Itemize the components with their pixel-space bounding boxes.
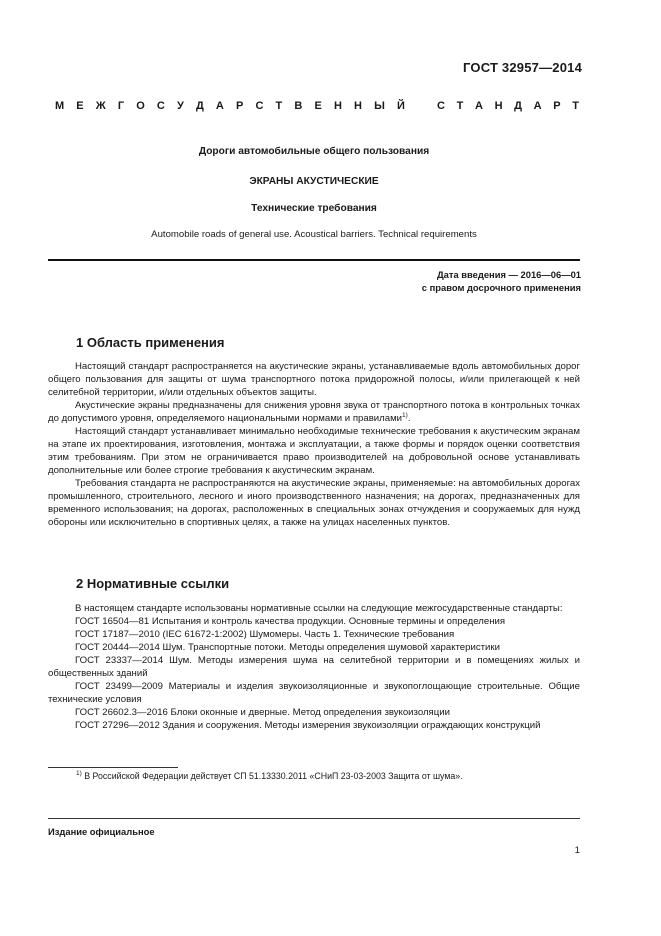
paragraph-text: Акустические экраны предназначены для снижения уровня звука от транспортного потока в контрольных точках до допустимого уровня, определяемого национальными нормами и правилами xyxy=(48,400,580,424)
letter: С xyxy=(437,100,445,112)
section-2-body xyxy=(48,602,580,732)
page-number: 1 xyxy=(574,845,580,856)
letter: Е xyxy=(76,100,84,112)
letter: Е xyxy=(314,100,322,112)
standard-code: ГОСТ 32957—2014 xyxy=(463,60,582,75)
title-line-1: Дороги автомобильные общего пользования xyxy=(198,146,430,157)
letter: А xyxy=(215,100,224,112)
introduction-date-block xyxy=(422,268,581,294)
reference-item: ГОСТ 23337—2014 Шум. Методы измерения шума на селитебной территории и в помещениях жилых и общественных зданий xyxy=(48,655,580,679)
letter: Д xyxy=(514,100,522,112)
title-line-2: ЭКРАНЫ АКУСТИЧЕСКИЕ xyxy=(249,176,379,187)
letter: Т xyxy=(275,100,283,112)
letter: М xyxy=(55,100,65,112)
reference-item: ГОСТ 17187—2010 (IEC 61672-1:2002) Шумомеры. Часть 1. Технические требования xyxy=(75,629,455,640)
letter: Н xyxy=(333,100,342,112)
letter: У xyxy=(176,100,184,112)
footnote-reference[interactable]: 1) xyxy=(402,411,408,419)
title-divider xyxy=(48,259,580,261)
reference-item: ГОСТ 26602.3—2016 Блоки оконные и дверные. Метод определения звукоизоляции xyxy=(75,707,450,718)
reference-item: ГОСТ 23499—2009 Материалы и изделия звукоизоляционные и звукопоглощающие строительные. Общие технические условия xyxy=(48,681,580,705)
paragraph: Требования стандарта не распространяются на акустические экраны, применяемые: на автомобильных дорогах промышленного, строительного, лесного и иного производственного назначения; на дорогах, предназначенных для временного использования; на дорогах, расположенных в специальных зонах отчуждения и сооружаемых для нужд обороны или исключительно в спортивных целях, а также на улицах населенных пунктов. xyxy=(48,478,580,528)
letter: Т xyxy=(572,100,579,112)
title-block xyxy=(48,146,580,240)
section-1-body xyxy=(48,360,580,529)
letter: Т xyxy=(456,100,464,112)
reference-item: ГОСТ 16504—81 Испытания и контроль качества продукции. Основные термины и определения xyxy=(75,616,506,627)
section-1-heading: 1 Область применения xyxy=(76,335,225,350)
letter: В xyxy=(294,100,303,112)
section-2-heading: 2 Нормативные ссылки xyxy=(76,576,230,591)
letter: Д xyxy=(195,100,204,112)
letter: А xyxy=(474,100,483,112)
reference-item: ГОСТ 20444—2014 Шум. Транспортные потоки. Методы определения шумовой характеристики xyxy=(75,642,500,653)
letter: О xyxy=(136,100,145,112)
paragraph-end: . xyxy=(407,413,411,424)
introduction-date: Дата введения — 2016—06—01 xyxy=(436,269,581,280)
letter: Н xyxy=(494,100,503,112)
letter: Р xyxy=(553,100,561,112)
letter: С xyxy=(156,100,165,112)
letter: Р xyxy=(236,100,244,112)
interstate-standard-heading xyxy=(55,100,579,112)
interstate-word-2 xyxy=(437,100,579,112)
paragraph: Настоящий стандарт устанавливает минимально необходимые технические требования к акустическим экранам на этапе их проектирования, изготовления, монтажа и эксплуатации, а также формы и порядок оценки соответствия этим требованиям. При этом не ограничивается право производителей на добровольной основе устанавливать дополнительные или более строгие требования к акустическим экранам. xyxy=(48,426,580,476)
early-application: с правом досрочного применения xyxy=(421,282,581,293)
footer-divider xyxy=(48,818,580,819)
paragraph: В настоящем стандарте использованы нормативные ссылки на следующие межгосударственные стандарты: xyxy=(75,603,563,614)
footnote xyxy=(76,771,463,781)
letter: Й xyxy=(397,100,405,112)
paragraph xyxy=(48,399,580,425)
footnote-divider xyxy=(48,767,178,768)
letter: Ж xyxy=(95,100,106,112)
english-title: Automobile roads of general use. Acoustical barriers. Technical requirements xyxy=(151,229,477,240)
title-line-3: Технические требования xyxy=(251,203,377,214)
reference-item: ГОСТ 27296—2012 Здания и сооружения. Методы измерения звукоизоляции ограждающих конструкций xyxy=(75,720,541,731)
letter: Ы xyxy=(374,100,385,112)
letter: А xyxy=(533,100,542,112)
letter: С xyxy=(255,100,264,112)
official-edition: Издание официальное xyxy=(48,826,155,837)
interstate-word-1 xyxy=(55,100,405,112)
letter: Н xyxy=(354,100,362,112)
letter: Г xyxy=(117,100,125,112)
footnote-text: В Российской Федерации действует СП 51.13330.2011 «СНиП 23-03-2003 Защита от шума». xyxy=(81,771,463,781)
paragraph: Настоящий стандарт распространяется на акустические экраны, устанавливаемые вдоль автомобильных дорог общего пользования для защиты от шума транспортного потока придорожной полосы, и/или прилегающей к ней селитебной территории, и/или отдельных объектов защиты. xyxy=(48,361,580,398)
footnote-mark: 1) xyxy=(76,770,82,778)
